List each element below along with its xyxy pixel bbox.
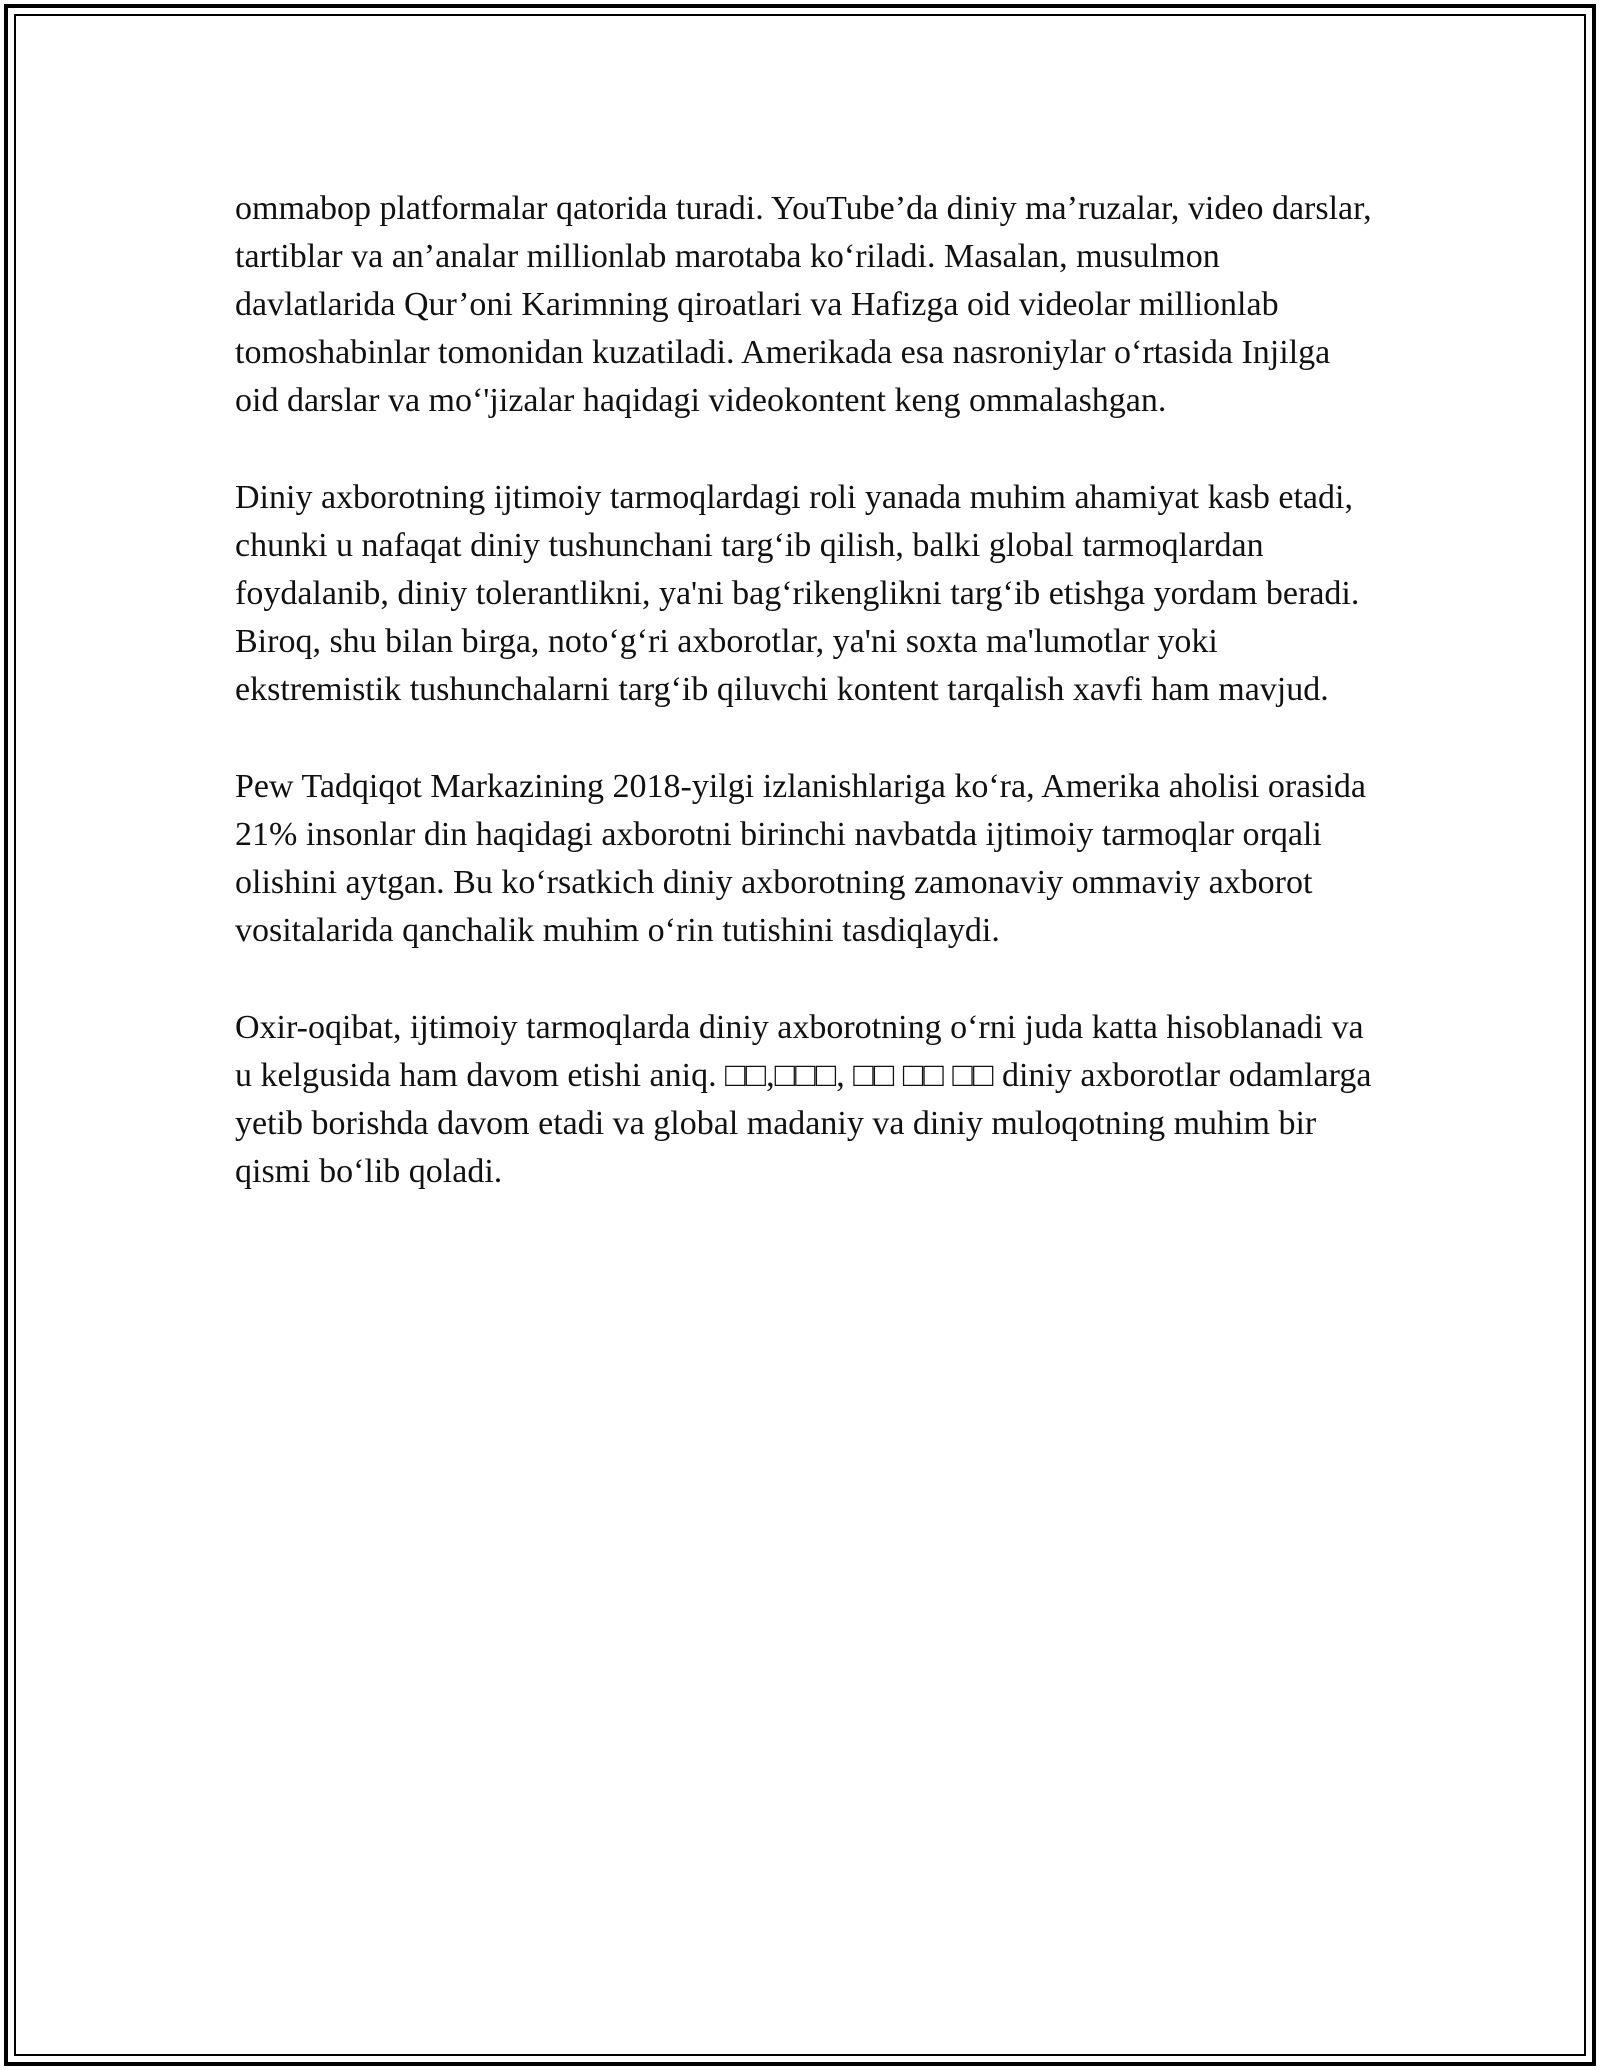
paragraph-pew-research: Pew Tadqiqot Markazining 2018-yilgi izlanishlariga ko‘ra, Amerika aholisi orasida 21% insonlar din haqidagi axborotni birinchi navbatda ijtimoiy tarmoqlar orqali olishini aytgan. Bu ko‘rsatkich diniy axborotning zamonaviy ommaviy axborot vositalarida qanchalik muhim o‘rin tutishini tasdiqlaydi.	[235, 768, 1366, 949]
paragraph-conclusion: Oxir-oqibat, ijtimoiy tarmoqlarda diniy axborotning o‘rni juda katta hisoblanadi va u kelgusida ham davom etishi aniq. □□,□□□, □□ □□ □□ diniy axborotlar odamlarga yetib borishda davom etadi va global madaniy va diniy muloqotning muhim bir qismi bo‘lib qoladi.	[235, 1009, 1372, 1190]
document-body	[235, 185, 1375, 1196]
paragraph-youtube-religious-content: ommabop platformalar qatorida turadi. YouTube’da diniy ma’ruzalar, video darslar, tartiblar va an’analar millionlab marotaba ko‘riladi. Masalan, musulmon davlatlarida Qur’oni Karimning qiroatlari va Hafizga oid videolar millionlab tomoshabinlar tomonidan kuzatiladi. Amerikada esa nasroniylar o‘rtasida Injilga oid darslar va mo‘'jizalar haqidagi videokontent keng ommalashgan.	[235, 190, 1372, 419]
paragraph-role-of-religious-information: Diniy axborotning ijtimoiy tarmoqlardagi roli yanada muhim ahamiyat kasb etadi, chunki u nafaqat diniy tushunchani targ‘ib qilish, balki global tarmoqlardan foydalanib, diniy tolerantlikni, ya'ni bag‘rikenglikni targ‘ib etishga yordam beradi. Biroq, shu bilan birga, noto‘g‘ri axborotlar, ya'ni soxta ma'lumotlar yoki ekstremistik tushunchalarni targ‘ib qiluvchi kontent tarqalish xavfi ham mavjud.	[235, 479, 1360, 708]
